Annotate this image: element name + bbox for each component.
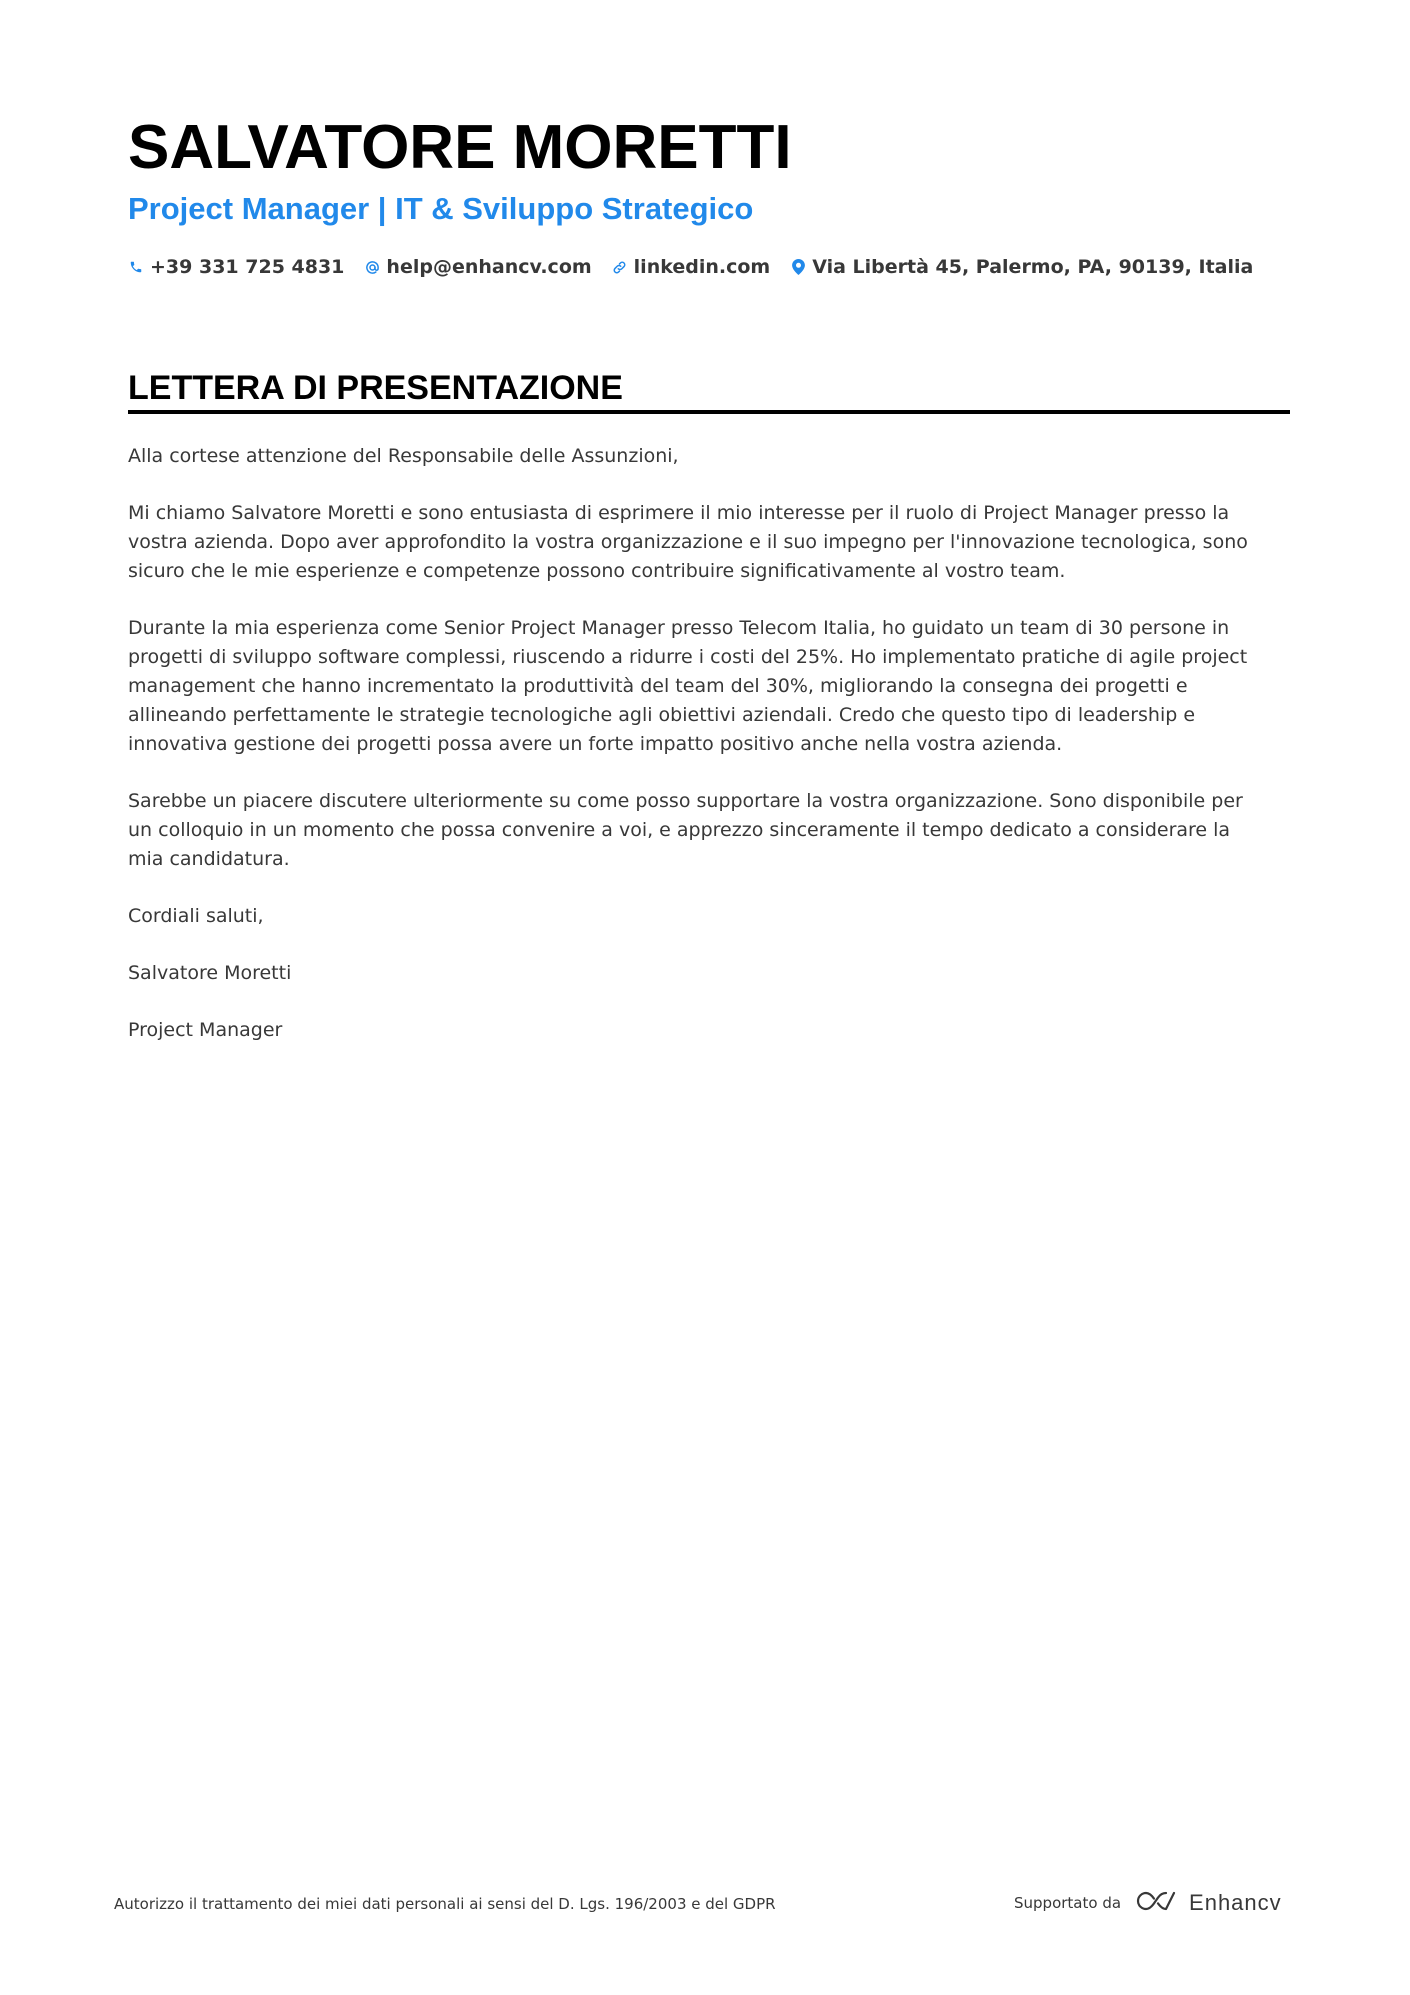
letter-body: [128, 442, 1290, 1073]
location-pin-icon: [790, 258, 806, 276]
letter-greeting: Alla cortese attenzione del Responsabile delle Assunzioni,: [128, 445, 679, 467]
letter-closing: Cordiali saluti,: [128, 905, 264, 927]
enhancv-logo-icon: [1133, 1888, 1179, 1918]
link-icon: [612, 258, 628, 276]
candidate-subtitle: Project Manager | IT & Sviluppo Strategico: [128, 191, 754, 226]
letter-paragraph-3: Sarebbe un piacere discutere ulteriormente su come posso supportare la vostra organizzazione. Sono disponibile per un colloquio in un momento che possa convenire a voi, e apprezzo sinceramente il tempo dedicato a considerare la mia candidatura.: [128, 790, 1243, 870]
section-title: LETTERA DI PRESENTAZIONE: [128, 369, 623, 407]
contact-email[interactable]: [364, 254, 591, 280]
candidate-name: SALVATORE MORETTI: [128, 113, 792, 182]
phone-icon: [128, 258, 144, 276]
contact-address-text: Via Libertà 45, Palermo, PA, 90139, Italia: [812, 256, 1254, 278]
enhancv-brand-name[interactable]: Enhancv: [1189, 1890, 1282, 1915]
letter-paragraph-2: Durante la mia esperienza come Senior Project Manager presso Telecom Italia, ho guidato un team di 30 persone in progetti di sviluppo software complessi, riuscendo a ridurre i costi del 25%. Ho implementato pratiche di agile project management che hanno incrementato la produttività del team del 30%, migliorando la consegna dei progetti e allineando perfettamente le strategie tecnologiche agli obiettivi aziendali. Credo che questo tipo di leadership e innovativa gestione dei progetti possa avere un forte impatto positivo anche nella vostra azienda.: [128, 617, 1248, 755]
contact-phone-text: +39 331 725 4831: [150, 256, 345, 278]
letter-signature-name: Salvatore Moretti: [128, 962, 292, 984]
supported-by-label: Supportato da: [1014, 1894, 1122, 1912]
letter-paragraph-1: Mi chiamo Salvatore Moretti e sono entusiasta di esprimere il mio interesse per il ruolo di Project Manager presso la vostra azienda. Dopo aver approfondito la vostra organizzazione e il suo impegno per l'innovazione tecnologica, sono sicuro che le mie esperienze e competenze possono contribuire significativamente al vostro team.: [128, 502, 1248, 582]
privacy-consent-note: Autorizzo il trattamento dei miei dati personali ai sensi del D. Lgs. 196/2003 e del GDPR: [114, 1895, 776, 1913]
contact-address: [790, 254, 1253, 280]
letter-signature-title: Project Manager: [128, 1019, 283, 1041]
contact-linkedin[interactable]: [612, 254, 771, 280]
footer-brand[interactable]: [1014, 1888, 1282, 1918]
contact-bar: [128, 254, 1273, 280]
contact-email-text[interactable]: help@enhancv.com: [386, 256, 592, 278]
at-icon: [364, 258, 380, 276]
contact-phone: [128, 254, 344, 280]
contact-linkedin-text[interactable]: linkedin.com: [633, 256, 771, 278]
section-divider: [128, 410, 1290, 414]
